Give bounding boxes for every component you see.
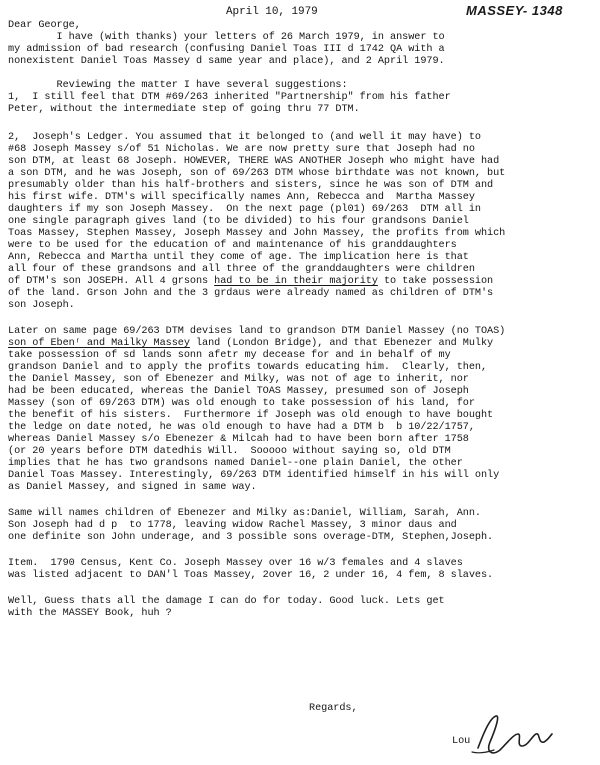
text-line: with the MASSEY Book, huh ?	[8, 608, 172, 619]
text-line: all four of these grandsons and all three of the granddaughters were children	[8, 264, 475, 275]
text-line: son DTM, at least 68 Joseph. HOWEVER, THERE WAS ANOTHER Joseph who might have had	[8, 156, 500, 167]
text-line: Daniel Toas Massey. Interestingly, 69/263 DTM identified himself in his will only	[8, 470, 500, 481]
text-segment: of DTM's son JOSEPH. All 4 grsons	[8, 276, 215, 287]
text-line: Item. 1790 Census, Kent Co. Joseph Massey over 16 w/3 females and 4 slaves	[8, 558, 463, 569]
text-line: Peter, without the intermediate step of going thru 77 DTM.	[8, 104, 360, 115]
text-line: take possession of sd lands sonn afetr my decease for and in behalf of my	[8, 350, 451, 361]
text-line: one definite son John underage, and 3 possible sons overage-DTM, Stephen,Joseph.	[8, 532, 494, 543]
text-line: Ann, Rebecca and Martha until they come of age. The implication here is that	[8, 252, 469, 263]
text-line: Later on same page 69/263 DTM devises land to grandson DTM Daniel Massey (no TOAS)	[8, 326, 506, 337]
text-line: of the land. Grson John and the 3 grdaus were already named as children of DTM's	[8, 288, 494, 299]
signer-name: Lou	[452, 736, 471, 747]
text-line: Massey (son of 69/263 DTM) was old enough to take possession of his land, for	[8, 398, 475, 409]
text-line: one single paragraph gives land (to be divided) to his four grandsons Daniel	[8, 216, 469, 227]
text-line: 2, Joseph's Ledger. You assumed that it belonged to (and well it may have) to	[8, 132, 481, 143]
text-line	[8, 338, 493, 350]
text-segment: land (London Bridge), and that Ebenezer and Mulky	[189, 338, 494, 349]
text-line: whereas Daniel Massey s/o Ebenezer & Milcah had to have been born after 1758	[8, 434, 469, 445]
text-line: (or 20 years before DTM datedhis Will. Sooooo without saying so, old DTM	[8, 446, 451, 457]
text-line: the ledge on date noted, he was old enough to have had a DTM b b 10/22/1757,	[8, 422, 475, 433]
text-line: Reviewing the matter I have several suggestions:	[8, 80, 348, 91]
text-line: I have (with thanks) your letters of 26 March 1979, in answer to	[8, 32, 445, 43]
underlined-phrase: had to be in their majority	[214, 276, 378, 287]
text-line: presumably older than his half-brothers and sisters, since he was son of DTM and	[8, 180, 494, 191]
text-line: as Daniel Massey, and signed in same way.	[8, 482, 257, 493]
text-line: Same will names children of Ebenezer and Milky as:Daniel, William, Sarah, Ann.	[8, 508, 481, 519]
letter-date: April 10, 1979	[226, 6, 318, 18]
text-line: #68 Joseph Massey s/of 51 Nicholas. We are now pretty sure that Joseph had no	[8, 144, 475, 155]
text-line	[8, 276, 493, 288]
text-line: a son DTM, and he was Joseph, son of 69/263 DTM whose birthdate was not known, but	[8, 168, 506, 179]
closing: Regards,	[309, 703, 358, 714]
text-line: the benefit of his sisters. Furthermore if Joseph was old enough to have bought	[8, 410, 494, 421]
text-line: Well, Guess thats all the damage I can do for today. Good luck. Lets get	[8, 596, 445, 607]
text-line: were to be used for the education of and maintenance of his granddaughters	[8, 240, 457, 251]
underlined-phrase: son of Ebenʳ and Mailky Massey	[8, 338, 190, 349]
text-segment: to take possession	[377, 276, 494, 287]
text-line: had be been educated, whereas the Daniel TOAS Massey, presumed son of Joseph	[8, 386, 469, 397]
text-line: Toas Massey, Stephen Massey, Joseph Massey and John Massey, the profits from which	[8, 228, 506, 239]
text-line: 1, I still feel that DTM #69/263 inherited "Partnership" from his father	[8, 92, 451, 103]
reference-number: MASSEY- 1348	[466, 3, 563, 18]
text-line: Son Joseph had d p to 1778, leaving widow Rachel Massey, 3 minor daus and	[8, 520, 457, 531]
text-line: grandson Daniel and to apply the profits towards educating him. Clearly, then,	[8, 362, 488, 373]
salutation: Dear George,	[8, 20, 81, 31]
text-line: my admission of bad research (confusing Daniel Toas III d 1742 QA with a	[8, 44, 445, 55]
text-line: daughters if my son Joseph Massey. On the next page (pl01) 69/263 DTM all in	[8, 204, 481, 215]
text-line: son Joseph.	[8, 300, 75, 311]
text-line: his first wife. DTM's will specifically names Ann, Rebecca and Martha Massey	[8, 192, 475, 203]
text-line: was listed adjacent to DAN'l Toas Massey, 2over 16, 2 under 16, 4 fem, 8 slaves.	[8, 570, 494, 581]
text-line: nonexistent Daniel Toas Massey d same year and place), and 2 April 1979.	[8, 56, 445, 67]
handwritten-signature	[470, 712, 556, 762]
text-line: the Daniel Massey, son of Ebenezer and Milky, was not of age to inherit, nor	[8, 374, 469, 385]
text-line: implies that he has two grandsons named Daniel--one plain Daniel, the other	[8, 458, 463, 469]
